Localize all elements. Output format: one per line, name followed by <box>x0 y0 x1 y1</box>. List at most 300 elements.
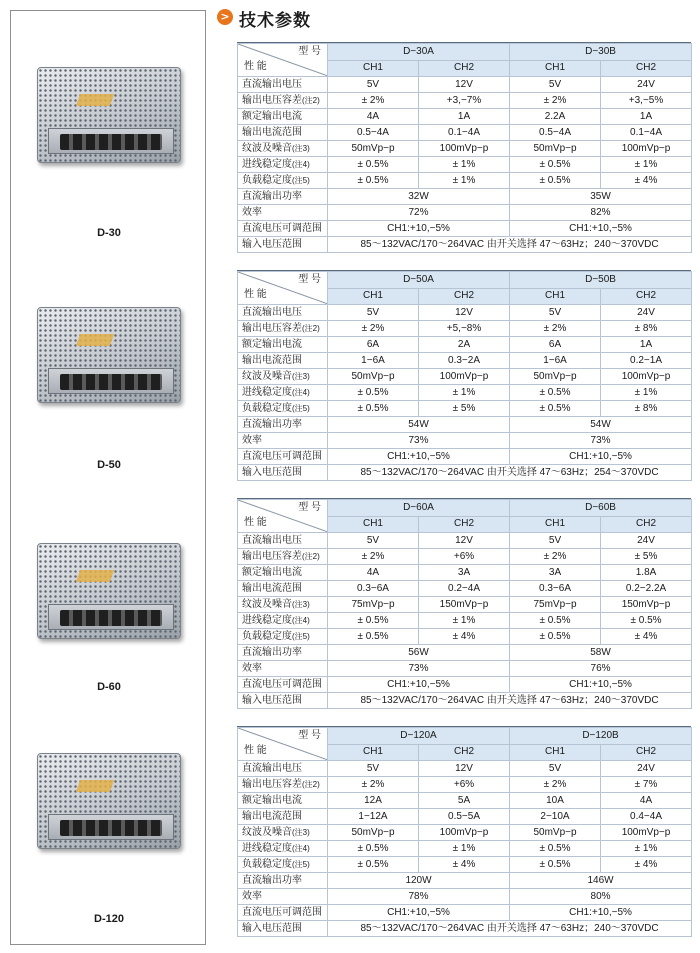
table-cell: ± 4% <box>601 629 692 645</box>
row-label: 输入电压范围 <box>238 921 328 937</box>
table-cell: ± 2% <box>510 321 601 337</box>
table-cell: 0.3−2A <box>419 353 510 369</box>
table-cell: ± 0.5% <box>328 841 419 857</box>
table-row <box>238 889 692 905</box>
table-cell: ± 0.5% <box>328 613 419 629</box>
table-cell: 100mVp−p <box>601 825 692 841</box>
table-cell: 50mVp−p <box>328 369 419 385</box>
table-cell: 82% <box>510 205 692 221</box>
row-label-text: 进线稳定度 <box>242 158 292 170</box>
table-row <box>238 857 692 873</box>
table-cell: ± 1% <box>419 613 510 629</box>
row-label: 输入电压范围 <box>238 237 328 253</box>
table-cell: 1A <box>419 109 510 125</box>
row-label <box>238 613 328 629</box>
table-cell: ± 8% <box>601 321 692 337</box>
table-cell: 58W <box>510 645 692 661</box>
row-label: 直流电压可调范围 <box>238 449 328 465</box>
model-b-header: D−120B <box>510 728 692 745</box>
header-corner <box>238 44 328 77</box>
table-cell: 0.3−6A <box>510 581 601 597</box>
row-label <box>238 629 328 645</box>
corner-perf-label: 性 能 <box>244 61 267 72</box>
channel-header: CH1 <box>328 60 419 77</box>
table-row <box>238 581 692 597</box>
row-label <box>238 141 328 157</box>
table-cell: ± 1% <box>601 385 692 401</box>
table-cell: ± 0.5% <box>328 857 419 873</box>
row-label: 直流输出功率 <box>238 645 328 661</box>
channel-header: CH2 <box>419 60 510 77</box>
table-cell: 50mVp−p <box>328 825 419 841</box>
row-note: (注4) <box>292 843 310 853</box>
table-cell: ± 0.5% <box>601 613 692 629</box>
table-row <box>238 449 692 465</box>
table-row <box>238 549 692 565</box>
table-cell: ± 1% <box>601 841 692 857</box>
table-row <box>238 921 692 937</box>
table-cell: 5V <box>328 761 419 777</box>
table-cell: 100mVp−p <box>601 369 692 385</box>
channel-header: CH1 <box>510 516 601 533</box>
table-cell: 1A <box>601 109 692 125</box>
header-corner <box>238 728 328 761</box>
table-cell: ± 2% <box>328 321 419 337</box>
row-label <box>238 809 328 825</box>
table-row <box>238 189 692 205</box>
table-cell: ± 1% <box>419 385 510 401</box>
input-range-cell: 85～132VAC/170～264VAC 由开关选择 47～63Hz；240～370VDC <box>328 693 692 709</box>
row-label <box>238 777 328 793</box>
row-note: (注5) <box>292 859 310 869</box>
table-cell: ± 0.5% <box>328 385 419 401</box>
table-cell: 0.1−4A <box>419 125 510 141</box>
table-row <box>238 221 692 237</box>
model-a-header: D−60A <box>328 500 510 517</box>
table-cell: +5,−8% <box>419 321 510 337</box>
product-label: D-30 <box>97 227 121 239</box>
table-row <box>238 385 692 401</box>
input-range-cell: 85～132VAC/170～264VAC 由开关选择 47～63Hz；254～370VDC <box>328 465 692 481</box>
table-cell: 75mVp−p <box>510 597 601 613</box>
channel-header: CH2 <box>419 516 510 533</box>
row-note: (注2) <box>302 95 320 105</box>
spec-table <box>237 499 692 709</box>
table-cell: 0.2−4A <box>419 581 510 597</box>
corner-perf-label: 性 能 <box>244 745 267 756</box>
power-supply-image <box>37 543 181 639</box>
corner-model-label: 型 号 <box>298 502 321 513</box>
table-row <box>238 205 692 221</box>
header-row <box>238 500 692 517</box>
row-label <box>238 565 328 581</box>
channel-header: CH1 <box>328 516 419 533</box>
table-cell: +6% <box>419 549 510 565</box>
table-cell: 5V <box>510 761 601 777</box>
table-cell: 100mVp−p <box>601 141 692 157</box>
row-label: 效率 <box>238 661 328 677</box>
table-row <box>238 465 692 481</box>
row-label <box>238 597 328 613</box>
table-cell: ± 7% <box>601 777 692 793</box>
table-cell: ± 4% <box>601 173 692 189</box>
row-label: 效率 <box>238 433 328 449</box>
channel-header: CH2 <box>601 60 692 77</box>
table-cell: 4A <box>601 793 692 809</box>
table-cell: 4A <box>328 109 419 125</box>
row-label-text: 输出电流范围 <box>242 126 302 138</box>
table-row <box>238 533 692 549</box>
table-row <box>238 417 692 433</box>
power-supply-image <box>37 67 181 163</box>
table-cell: 50mVp−p <box>510 141 601 157</box>
channel-header: CH2 <box>601 744 692 761</box>
row-label <box>238 825 328 841</box>
table-cell: 100mVp−p <box>419 141 510 157</box>
power-supply-image <box>37 307 181 403</box>
row-note: (注5) <box>292 631 310 641</box>
row-label: 直流电压可调范围 <box>238 677 328 693</box>
table-cell: ± 0.5% <box>328 629 419 645</box>
row-label <box>238 857 328 873</box>
table-row <box>238 237 692 253</box>
table-row <box>238 793 692 809</box>
row-label-text: 纹波及噪音 <box>242 826 292 838</box>
row-label-text: 纹波及噪音 <box>242 370 292 382</box>
spec-table <box>237 727 692 937</box>
table-cell: 5V <box>510 533 601 549</box>
table-cell: 150mVp−p <box>601 597 692 613</box>
table-cell: 1−12A <box>328 809 419 825</box>
channel-header: CH1 <box>328 288 419 305</box>
table-row <box>238 401 692 417</box>
channel-header: CH2 <box>601 288 692 305</box>
table-row <box>238 369 692 385</box>
section-title: 技术参数 <box>239 11 311 31</box>
table-cell: 0.5−4A <box>510 125 601 141</box>
model-b-header: D−50B <box>510 272 692 289</box>
table-cell: 5V <box>328 305 419 321</box>
table-cell: 5A <box>419 793 510 809</box>
table-row <box>238 825 692 841</box>
table-cell: ± 4% <box>601 857 692 873</box>
table-row <box>238 905 692 921</box>
table-row <box>238 873 692 889</box>
table-row <box>238 141 692 157</box>
table-cell: ± 2% <box>328 93 419 109</box>
row-label <box>238 353 328 369</box>
table-row <box>238 809 692 825</box>
table-cell: ± 0.5% <box>510 841 601 857</box>
row-label-text: 额定输出电流 <box>242 566 302 578</box>
table-cell: 78% <box>328 889 510 905</box>
table-cell: 24V <box>601 77 692 93</box>
table-row <box>238 109 692 125</box>
table-row <box>238 77 692 93</box>
row-label-text: 输出电流范围 <box>242 354 302 366</box>
table-cell: CH1:+10,−5% <box>510 905 692 921</box>
corner-perf-label: 性 能 <box>244 289 267 300</box>
table-cell: 54W <box>328 417 510 433</box>
table-cell: 150mVp−p <box>419 597 510 613</box>
row-label-text: 额定输出电流 <box>242 338 302 350</box>
row-note: (注3) <box>292 371 310 381</box>
table-cell: CH1:+10,−5% <box>328 221 510 237</box>
table-cell: ± 1% <box>601 157 692 173</box>
table-cell: 24V <box>601 305 692 321</box>
row-label: 输入电压范围 <box>238 465 328 481</box>
table-cell: ± 1% <box>419 841 510 857</box>
row-note: (注4) <box>292 387 310 397</box>
table-cell: 50mVp−p <box>510 369 601 385</box>
row-label-text: 负载稳定度 <box>242 630 292 642</box>
row-note: (注2) <box>302 779 320 789</box>
product-label: D-60 <box>97 681 121 693</box>
chevron-right-icon: > <box>217 9 233 25</box>
row-label <box>238 761 328 777</box>
table-row <box>238 305 692 321</box>
row-label <box>238 401 328 417</box>
table-cell: 75mVp−p <box>328 597 419 613</box>
corner-model-label: 型 号 <box>298 46 321 57</box>
table-cell: 120W <box>328 873 510 889</box>
table-cell: 6A <box>328 337 419 353</box>
row-label: 输入电压范围 <box>238 693 328 709</box>
table-cell: 12A <box>328 793 419 809</box>
spec-table <box>237 43 692 253</box>
table-cell: 5V <box>510 305 601 321</box>
row-label-text: 进线稳定度 <box>242 842 292 854</box>
row-label-text: 负载稳定度 <box>242 174 292 186</box>
table-cell: ± 5% <box>601 549 692 565</box>
table-cell: ± 2% <box>328 549 419 565</box>
table-cell: 1.8A <box>601 565 692 581</box>
table-cell: ± 1% <box>419 173 510 189</box>
row-label <box>238 77 328 93</box>
row-label: 直流输出功率 <box>238 417 328 433</box>
row-note: (注2) <box>302 551 320 561</box>
row-label: 效率 <box>238 889 328 905</box>
channel-header: CH1 <box>510 60 601 77</box>
table-row <box>238 677 692 693</box>
table-cell: 56W <box>328 645 510 661</box>
product-label: D-50 <box>97 459 121 471</box>
table-row <box>238 645 692 661</box>
table-cell: +6% <box>419 777 510 793</box>
channel-header: CH2 <box>601 516 692 533</box>
product-panel <box>10 10 206 945</box>
corner-model-label: 型 号 <box>298 730 321 741</box>
channel-header: CH1 <box>328 744 419 761</box>
row-label-text: 直流输出电压 <box>242 762 302 774</box>
channel-header: CH2 <box>419 288 510 305</box>
table-cell: 10A <box>510 793 601 809</box>
table-cell: ± 0.5% <box>510 157 601 173</box>
row-label <box>238 305 328 321</box>
table-cell: 12V <box>419 533 510 549</box>
table-cell: 5V <box>510 77 601 93</box>
table-cell: ± 0.5% <box>510 857 601 873</box>
row-label-text: 额定输出电流 <box>242 110 302 122</box>
table-cell: CH1:+10,−5% <box>510 677 692 693</box>
model-b-header: D−60B <box>510 500 692 517</box>
model-b-header: D−30B <box>510 44 692 61</box>
corner-perf-label: 性 能 <box>244 517 267 528</box>
table-cell: CH1:+10,−5% <box>328 677 510 693</box>
row-label <box>238 533 328 549</box>
table-cell: 35W <box>510 189 692 205</box>
row-label: 效率 <box>238 205 328 221</box>
table-cell: ± 0.5% <box>328 157 419 173</box>
table-cell: 100mVp−p <box>419 369 510 385</box>
row-label <box>238 549 328 565</box>
table-cell: CH1:+10,−5% <box>328 449 510 465</box>
row-label: 直流输出功率 <box>238 189 328 205</box>
table-cell: 24V <box>601 533 692 549</box>
table-cell: 2A <box>419 337 510 353</box>
header-row <box>238 728 692 745</box>
row-label <box>238 93 328 109</box>
row-label <box>238 385 328 401</box>
input-range-cell: 85～132VAC/170～264VAC 由开关选择 47～63Hz；240～370VDC <box>328 237 692 253</box>
table-row <box>238 613 692 629</box>
table-cell: 73% <box>328 661 510 677</box>
channel-header: CH2 <box>419 744 510 761</box>
row-label-text: 纹波及噪音 <box>242 598 292 610</box>
table-cell: ± 0.5% <box>510 401 601 417</box>
table-cell: ± 0.5% <box>510 385 601 401</box>
row-label-text: 进线稳定度 <box>242 614 292 626</box>
row-label: 直流输出功率 <box>238 873 328 889</box>
table-cell: 0.2−2.2A <box>601 581 692 597</box>
corner-model-label: 型 号 <box>298 274 321 285</box>
row-note: (注3) <box>292 599 310 609</box>
table-cell: ± 0.5% <box>510 613 601 629</box>
table-cell: 6A <box>510 337 601 353</box>
row-note: (注5) <box>292 403 310 413</box>
row-label <box>238 581 328 597</box>
table-row <box>238 761 692 777</box>
row-label-text: 输出电压容差 <box>242 778 302 790</box>
table-row <box>238 157 692 173</box>
table-cell: 0.2−1A <box>601 353 692 369</box>
table-cell: ± 4% <box>419 629 510 645</box>
channel-header: CH1 <box>510 744 601 761</box>
table-cell: 3A <box>419 565 510 581</box>
table-cell: 1−6A <box>510 353 601 369</box>
table-cell: ± 2% <box>510 777 601 793</box>
table-cell: ± 0.5% <box>510 629 601 645</box>
table-cell: 73% <box>328 433 510 449</box>
product-label: D-120 <box>94 913 124 925</box>
table-cell: 0.3−6A <box>328 581 419 597</box>
spec-table <box>237 271 692 481</box>
table-cell: 76% <box>510 661 692 677</box>
table-cell: +3,−7% <box>419 93 510 109</box>
table-cell: 3A <box>510 565 601 581</box>
table-row <box>238 93 692 109</box>
table-cell: 12V <box>419 77 510 93</box>
table-cell: ± 5% <box>419 401 510 417</box>
row-label <box>238 109 328 125</box>
table-cell: CH1:+10,−5% <box>510 221 692 237</box>
row-label-text: 输出电压容差 <box>242 322 302 334</box>
row-label <box>238 173 328 189</box>
table-row <box>238 565 692 581</box>
table-cell: ± 4% <box>419 857 510 873</box>
row-label-text: 输出电流范围 <box>242 582 302 594</box>
input-range-cell: 85～132VAC/170～264VAC 由开关选择 47～63Hz；240～370VDC <box>328 921 692 937</box>
row-note: (注3) <box>292 827 310 837</box>
row-label-text: 输出电压容差 <box>242 94 302 106</box>
row-note: (注2) <box>302 323 320 333</box>
table-cell: 100mVp−p <box>419 825 510 841</box>
row-label <box>238 841 328 857</box>
row-note: (注5) <box>292 175 310 185</box>
row-label <box>238 125 328 141</box>
row-label <box>238 337 328 353</box>
row-label: 直流电压可调范围 <box>238 905 328 921</box>
table-cell: ± 1% <box>419 157 510 173</box>
table-cell: 4A <box>328 565 419 581</box>
table-cell: 50mVp−p <box>510 825 601 841</box>
table-cell: 5V <box>328 77 419 93</box>
table-cell: 2−10A <box>510 809 601 825</box>
row-label-text: 输出电流范围 <box>242 810 302 822</box>
table-cell: 32W <box>328 189 510 205</box>
row-label <box>238 157 328 173</box>
table-cell: CH1:+10,−5% <box>510 449 692 465</box>
row-note: (注3) <box>292 143 310 153</box>
table-cell: 5V <box>328 533 419 549</box>
row-label-text: 负载稳定度 <box>242 402 292 414</box>
model-a-header: D−50A <box>328 272 510 289</box>
table-cell: 0.5−5A <box>419 809 510 825</box>
row-label <box>238 793 328 809</box>
model-a-header: D−120A <box>328 728 510 745</box>
table-row <box>238 661 692 677</box>
table-cell: 24V <box>601 761 692 777</box>
table-cell: 146W <box>510 873 692 889</box>
table-cell: ± 8% <box>601 401 692 417</box>
row-label-text: 额定输出电流 <box>242 794 302 806</box>
row-label-text: 直流输出电压 <box>242 534 302 546</box>
table-cell: ± 2% <box>510 549 601 565</box>
table-cell: 50mVp−p <box>328 141 419 157</box>
power-supply-image <box>37 753 181 849</box>
table-row <box>238 629 692 645</box>
header-row <box>238 44 692 61</box>
table-cell: 73% <box>510 433 692 449</box>
model-a-header: D−30A <box>328 44 510 61</box>
table-cell: CH1:+10,−5% <box>328 905 510 921</box>
row-label-text: 纹波及噪音 <box>242 142 292 154</box>
row-label-text: 直流输出电压 <box>242 306 302 318</box>
table-row <box>238 841 692 857</box>
table-cell: +3,−5% <box>601 93 692 109</box>
row-label-text: 负载稳定度 <box>242 858 292 870</box>
row-note: (注4) <box>292 159 310 169</box>
table-cell: 1A <box>601 337 692 353</box>
table-row <box>238 777 692 793</box>
header-row <box>238 272 692 289</box>
table-cell: ± 0.5% <box>328 173 419 189</box>
table-row <box>238 173 692 189</box>
table-row <box>238 353 692 369</box>
row-label-text: 进线稳定度 <box>242 386 292 398</box>
table-row <box>238 321 692 337</box>
row-label <box>238 321 328 337</box>
